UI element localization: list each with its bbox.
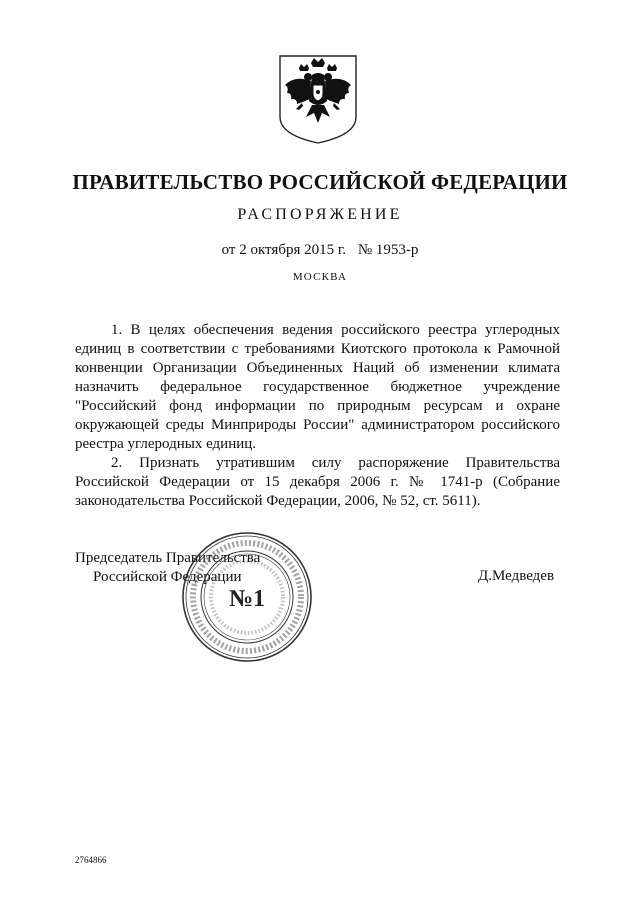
paragraph-1: 1. В целях обеспечения ведения российского реестра углеродных единиц в соответствии с требованиями Киотского протокола к Рамочной конвенции Организации Объединенных Наций об изменении климата назначить федеральное государственное бюджетное учреждение "Российский фонд информации по природным ресурсам и охране окружающей среды Минприроды России" администратором российского реестра углеродных единиц. [75, 322, 560, 452]
stamp-number: №1 [228, 586, 266, 612]
signatory-position-line-2: Российской Федерации [93, 569, 242, 585]
document-date: от 2 октября 2015 г. [221, 242, 347, 258]
coat-of-arms-icon [277, 53, 359, 145]
document-city: МОСКВА [292, 271, 348, 283]
document-number: № 1953-р [357, 242, 419, 258]
document-date-number [0, 242, 640, 259]
document-body [75, 321, 560, 511]
document-type: РАСПОРЯЖЕНИЕ [237, 206, 403, 223]
signatory-position-line-1: Председатель Правительства [75, 550, 261, 566]
official-seal-icon [180, 530, 314, 664]
paragraph-2: 2. Признать утратившим силу распоряжение Правительства Российской Федерации от 15 декабря 2006 г. № 1741-р (Собрание законодательства Российской Федерации, 2006, № 52, ст. 5611). [75, 455, 560, 509]
document-footer-code: 2764866 [75, 855, 107, 865]
signatory-name: Д.Медведев [478, 568, 555, 584]
government-title: ПРАВИТЕЛЬСТВО РОССИЙСКОЙ ФЕДЕРАЦИИ [72, 170, 568, 194]
